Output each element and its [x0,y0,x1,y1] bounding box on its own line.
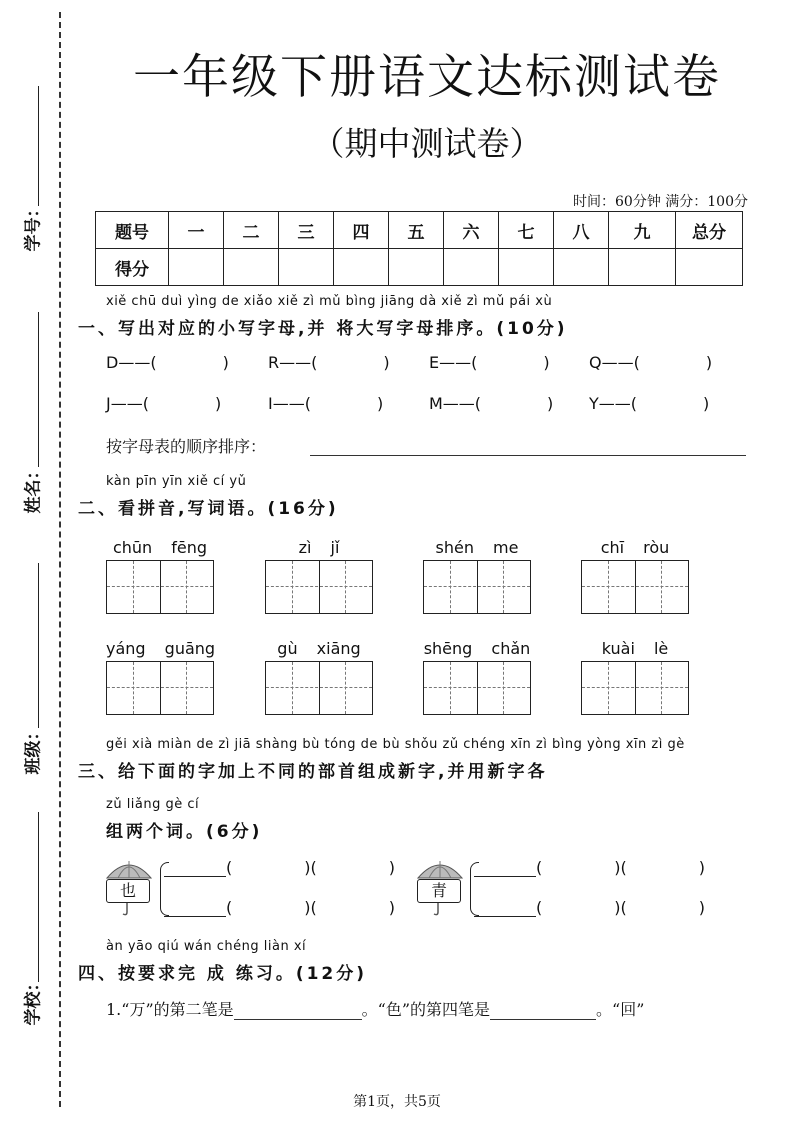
tian-grid[interactable] [581,560,689,614]
binding-dashed-line [59,12,61,1107]
class-line [38,563,39,728]
score-header-cell: 七 [499,212,554,249]
section3-pinyin-line2: zǔ liǎng gè cí [106,797,200,812]
base-character: 也 [106,879,150,903]
letter-pair: J——( ) [106,394,222,413]
word-box [423,639,531,715]
word-pinyin: shén me [435,538,519,557]
word-box [265,538,373,614]
page-footer: 第1页，共5页 [353,1094,441,1110]
word-pinyin: chūn fēng [112,538,208,557]
score-header-cell: 六 [444,212,499,249]
new-char-row[interactable]: ( )( ) [474,898,705,917]
tian-grid[interactable] [423,661,531,715]
letter-pair: M——( ) [429,394,554,413]
word-pinyin: chī ròu [600,538,670,557]
order-label: 按字母表的顺序排序： [106,437,267,456]
student-no-line [38,86,39,206]
score-header-cell: 一 [169,212,224,249]
word-box [423,538,531,614]
section2-pinyin: kàn pīn yīn xiě cí yǔ [106,474,247,489]
section3-pinyin-line1: gěi xià miàn de zì jiā shàng bù tóng de bù shǒu zǔ chéng xīn zì bìng yòng xīn zì gè [106,737,685,752]
score-input-cell[interactable] [224,249,279,286]
page-subtitle: （期中测试卷） [311,124,543,163]
score-table-header-row [96,212,743,249]
score-input-cell[interactable] [334,249,389,286]
student-no-label: 学号： [23,200,44,252]
letter-pair: D——( ) [106,353,229,372]
class-label: 班级： [23,723,44,775]
word-box [106,538,214,614]
tian-grid[interactable] [265,661,373,715]
tian-grid[interactable] [581,661,689,715]
score-header-cell: 九 [609,212,676,249]
base-character: 青 [417,879,461,903]
new-char-row[interactable]: ( )( ) [164,858,395,877]
word-pinyin: gù xiāng [277,639,361,658]
score-input-cell[interactable] [499,249,554,286]
time-score-info: 时间：60分钟 满分：100分 [573,194,748,210]
word-box [581,639,689,715]
score-header-cell: 题号 [96,212,169,249]
score-input-cell[interactable] [279,249,334,286]
score-table [95,211,743,286]
score-header-cell: 二 [224,212,279,249]
score-input-cell[interactable] [444,249,499,286]
word-pinyin: shēng chǎn [423,639,531,658]
score-input-cell[interactable] [609,249,676,286]
name-line [38,312,39,467]
score-input-cell[interactable] [169,249,224,286]
word-pinyin: kuài lè [601,639,669,658]
word-box [106,639,214,715]
section1-heading: 一、写出对应的小写字母,并 将大写字母排序。(10分) [78,319,568,339]
section4-pinyin: àn yāo qiú wán chéng liàn xí [106,939,307,954]
score-header-cell: 八 [554,212,609,249]
word-pinyin: zì jǐ [298,538,340,557]
score-row-label: 得分 [96,249,169,286]
answer-blank[interactable] [234,1004,362,1020]
score-input-cell[interactable] [389,249,444,286]
order-answer-line[interactable] [310,455,746,456]
score-header-cell: 五 [389,212,444,249]
question-1: 1.“万”的第二笔是 。“色”的第四笔是 。“回” [106,1000,645,1019]
new-char-row[interactable]: ( )( ) [474,858,705,877]
tian-grid[interactable] [106,661,214,715]
letter-pair: Q——( ) [589,353,713,372]
word-pinyin: yáng guāng [106,639,216,658]
umbrella-icon [103,858,155,932]
school-label: 学校： [23,974,44,1026]
word-box [265,639,373,715]
school-line [38,812,39,982]
section3-heading-line2: 组两个词。(6分) [106,822,263,842]
letter-pair: I——( ) [268,394,384,413]
section2-heading: 二、看拼音,写词语。(16分) [78,499,339,519]
word-box [581,538,689,614]
section4-heading: 四、按要求完 成 练习。(12分) [78,964,368,984]
score-header-cell: 四 [334,212,389,249]
umbrella-icon [414,858,466,932]
answer-blank[interactable] [490,1004,596,1020]
name-label: 姓名： [23,462,44,514]
letter-pair: Y——( ) [589,394,710,413]
tian-grid[interactable] [106,560,214,614]
score-table-score-row [96,249,743,286]
score-header-cell: 总分 [676,212,743,249]
new-char-row[interactable]: ( )( ) [164,898,395,917]
score-input-cell[interactable] [554,249,609,286]
score-header-cell: 三 [279,212,334,249]
tian-grid[interactable] [265,560,373,614]
letter-pair: R——( ) [268,353,390,372]
letter-pair: E——( ) [429,353,550,372]
score-input-cell[interactable] [676,249,743,286]
section1-pinyin: xiě chū duì yìng de xiǎo xiě zì mǔ bìng jiāng dà xiě zì mǔ pái xù [106,294,553,309]
page-title: 一年级下册语文达标测试卷 [133,50,721,105]
section3-heading-line1: 三、给下面的字加上不同的部首组成新字,并用新字各 [78,762,548,782]
tian-grid[interactable] [423,560,531,614]
